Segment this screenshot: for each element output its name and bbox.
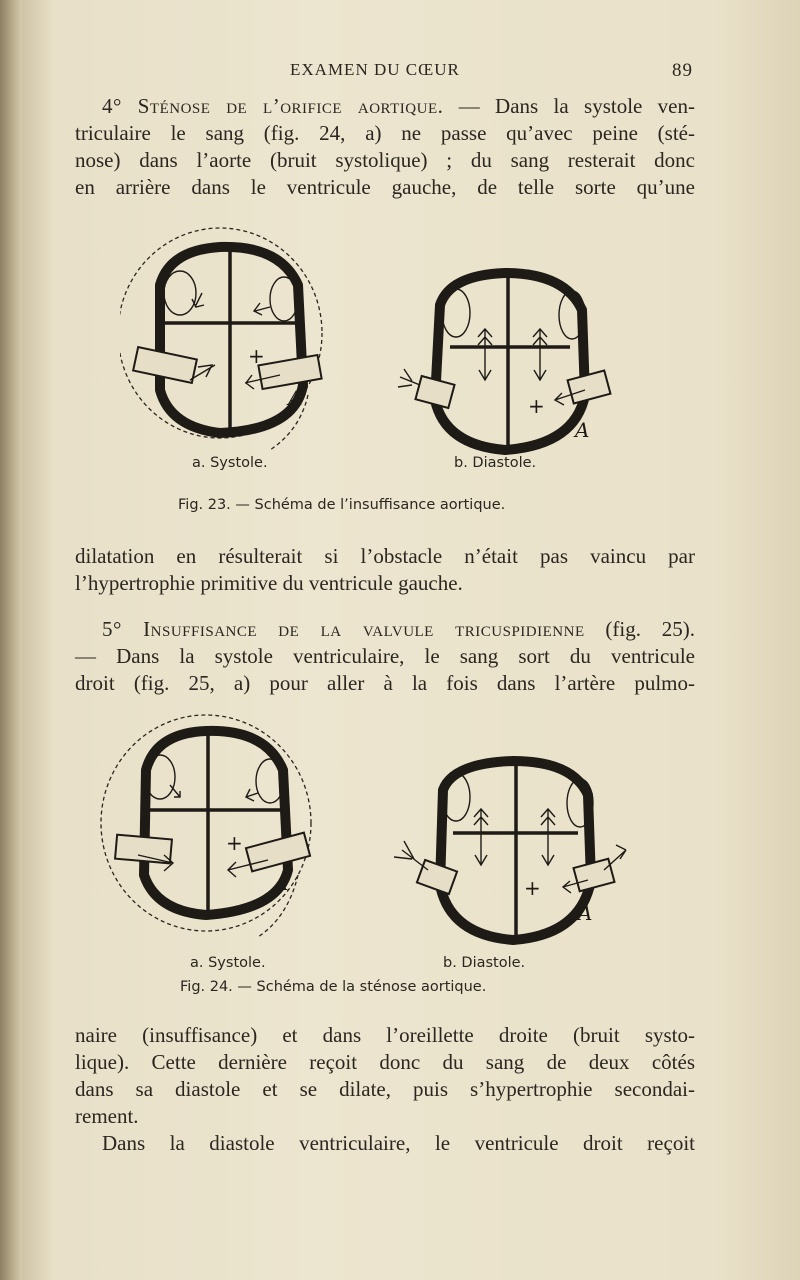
- line-text: (fig. 25).: [605, 617, 695, 641]
- figure-24a-heart-systole: [101, 715, 311, 937]
- paragraph-line: [75, 616, 695, 643]
- aorta-letter: A: [578, 901, 593, 925]
- figure-23a-heart-systole: [120, 228, 322, 450]
- paragraph-line: lique). Cette dernière reçoit donc du sang de deux côtés: [75, 1050, 695, 1074]
- book-spine-shadow: [0, 0, 22, 1280]
- paragraph-stenose-aortique: [75, 93, 695, 201]
- aorta-letter: A: [575, 418, 590, 442]
- plus-sign: +: [524, 876, 541, 900]
- figure-24b-heart-diastole: [394, 761, 626, 940]
- paragraph-line: dilatation en résulterait si l’obstacle n’était pas vaincu par: [75, 544, 695, 568]
- line-text: — Dans la systole ven-: [458, 94, 695, 118]
- paragraph-line: l’hypertrophie primitive du ventricule gauche.: [75, 571, 463, 595]
- paragraph-line: nose) dans l’aorte (bruit systolique) ; du sang resterait donc: [75, 148, 695, 172]
- paragraph-insuffisance-tricuspidienne: [75, 616, 695, 697]
- figure-24-caption: Fig. 24. — Schéma de la sténose aortique.: [180, 979, 487, 995]
- running-head-title: EXAMEN DU CŒUR: [290, 60, 460, 79]
- section-heading: 5° Insuffisance de la valvule tricuspidienne: [102, 617, 585, 641]
- paragraph-line: — Dans la systole ventriculaire, le sang sort du ventricule: [75, 644, 695, 668]
- figure-23-label-a: a. Systole.: [192, 455, 268, 471]
- page-number: 89: [672, 60, 693, 81]
- paragraph-line: Dans la diastole ventriculaire, le ventricule droit reçoit: [102, 1131, 695, 1155]
- paragraph-continuation: [75, 543, 695, 597]
- plus-sign: +: [226, 831, 243, 855]
- paragraph-line: [75, 93, 695, 120]
- figure-23-caption: Fig. 23. — Schéma de l’insuffisance aortique.: [178, 497, 506, 513]
- plus-sign: +: [248, 344, 265, 368]
- section-heading: 4° Sténose de l’orifice aortique.: [102, 94, 444, 118]
- figure-23b-heart-diastole: [398, 273, 610, 450]
- paragraph-line: triculaire le sang (fig. 24, a) ne passe qu’avec peine (sté-: [75, 121, 695, 145]
- figure-23-diagram: [120, 215, 630, 475]
- figure-24-label-a: a. Systole.: [190, 955, 266, 971]
- paragraph-line: droit (fig. 25, a) pour aller à la fois dans l’artère pulmo-: [75, 671, 695, 695]
- figure-23-label-b: b. Diastole.: [454, 455, 537, 471]
- paragraph-continuation-2: [75, 1022, 695, 1157]
- paragraph-line: en arrière dans le ventricule gauche, de telle sorte qu’une: [75, 175, 695, 199]
- figure-24-diagram: [98, 705, 638, 950]
- figure-24-label-b: b. Diastole.: [443, 955, 526, 971]
- running-head: [0, 60, 800, 84]
- paragraph-line: dans sa diastole et se dilate, puis s’hypertrophie secondai-: [75, 1077, 695, 1101]
- paragraph-line: rement.: [75, 1104, 139, 1128]
- aorta-letter: A: [274, 871, 289, 895]
- plus-sign: +: [528, 394, 545, 418]
- paragraph-line: naire (insuffisance) et dans l’oreillette droite (bruit systo-: [75, 1023, 695, 1047]
- aorta-letter: A: [288, 386, 303, 410]
